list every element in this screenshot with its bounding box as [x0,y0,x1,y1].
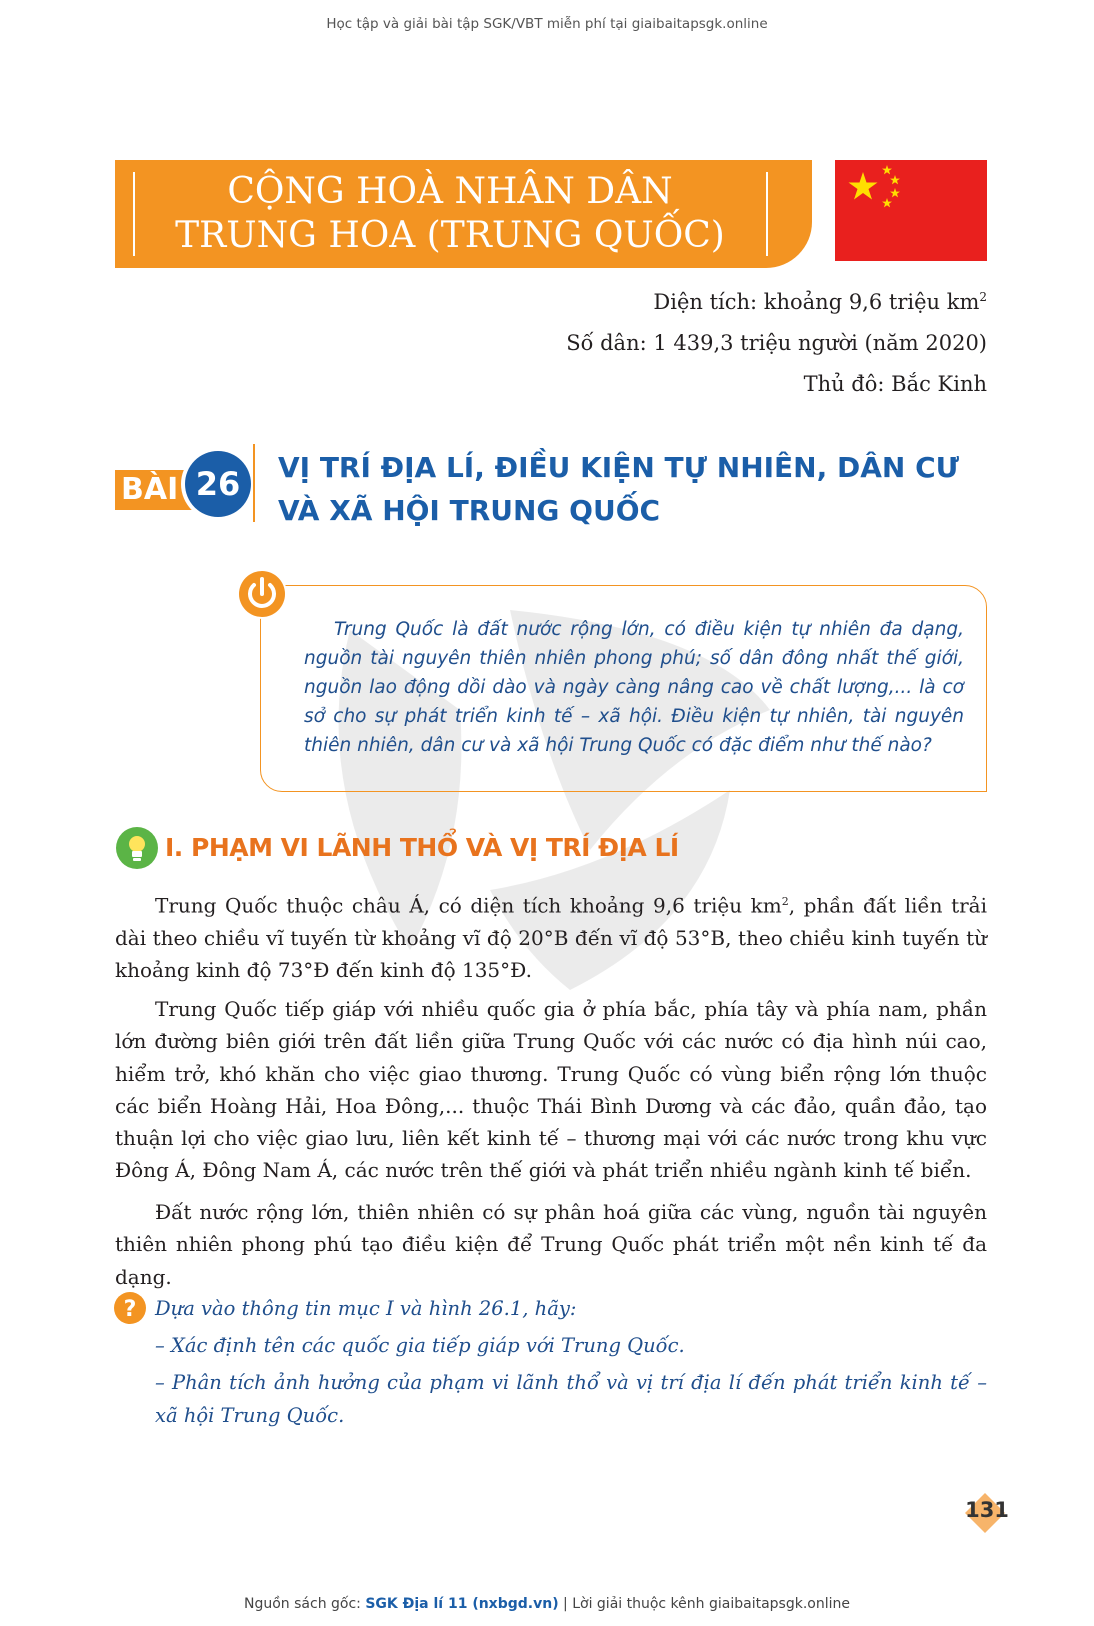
lesson-number-badge [181,447,255,521]
population-info: Số dân: 1 439,3 triệu người (năm 2020) [566,331,987,355]
area-info: Diện tích: khoảng 9,6 triệu $km^2$ [653,290,987,314]
flag-stars-icon [835,160,987,261]
page-number: 131 [965,1498,1009,1522]
paragraph-2: Trung Quốc tiếp giáp với nhiều quốc gia ở phía bắc, phía tây và phía nam, phần lớn đường biên giới trên đất liền giữa Trung Quốc với các nước có địa hình núi cao, hiểm trở, khó khăn cho việc giao thương. Trung Quốc có vùng biển rộng lớn thuộc các biển Hoàng Hải, Hoa Đông,... thuộc Thái Bình Dương và các đảo, quần đảo, tạo thuận lợi cho việc giao lưu, liên kết kinh tế – thương mại với các nước trong khu vực Đông Á, Đông Nam Á, các nước trên thế giới và phát triển nhiều ngành kinh tế biển. [115,997,987,1183]
banner-right-bar [766,172,768,256]
paragraph-1: Trung Quốc thuộc châu Á, có diện tích khoảng 9,6 triệu $km^2$, phần đất liền trải dài theo chiều vĩ tuyến từ khoảng vĩ độ 20°B đến vĩ độ 53°B, theo chiều kinh tuyến từ khoảng kinh độ 73°Đ đến kinh độ 135°Đ. [115,893,988,983]
footer-note: Nguồn sách gốc: SGK Địa lí 11 (nxbgd.vn) | Lời giải thuộc kênh giaibaitapsgk.online [244,1596,850,1612]
country-banner [115,160,812,268]
paragraph-3: Đất nước rộng lớn, thiên nhiên có sự phân hoá giữa các vùng, nguồn tài nguyên thiên nhiên phong phú tạo điều kiện để Trung Quốc phát triển một nền kinh tế đa dạng. [115,1200,987,1289]
question-icon [113,1291,147,1325]
power-icon [237,569,287,619]
country-title: CỘNG HOÀ NHÂN DÂN TRUNG HOA (TRUNG QUỐC) [175,171,725,256]
capital-info: Thủ đô: Bắc Kinh [803,372,987,396]
lesson-divider [253,444,255,522]
lightbulb-icon [115,826,159,870]
lesson-title: VỊ TRÍ ĐỊA LÍ, ĐIỀU KIỆN TỰ NHIÊN, DÂN CƯ VÀ XÃ HỘI TRUNG QUỐC [278,451,960,527]
lesson-number: 26 [185,451,251,517]
question-line-3: – Phân tích ảnh hưởng của phạm vi lãnh thổ và vị trí địa lí đến phát triển kinh tế – xã hội Trung Quốc. [155,1371,987,1427]
footer-source-link[interactable]: SGK Địa lí 11 (nxbgd.vn) [365,1596,559,1612]
question-line-2: – Xác định tên các quốc gia tiếp giáp với Trung Quốc. [155,1334,685,1357]
question-line-1: Dựa vào thông tin mục I và hình 26.1, hãy: [155,1297,577,1320]
section-title: I. PHẠM VI LÃNH THỔ VÀ VỊ TRÍ ĐỊA LÍ [165,833,679,862]
header-note: Học tập và giải bài tập SGK/VBT miễn phí tại giaibaitapsgk.online [326,16,768,32]
intro-text: Trung Quốc là đất nước rộng lớn, có điều kiện tự nhiên đa dạng, nguồn tài nguyên thiên nhiên phong phú; số dân đông nhất thế giới, nguồn lao động dồi dào và ngày càng nâng cao về chất lượng,... là cơ sở cho sự phát triển kinh tế – xã hội. Điều kiện tự nhiên, tài nguyên thiên nhiên, dân cư và xã hội Trung Quốc có đặc điểm như thế nào? [304,619,964,756]
svg-text:?: ? [123,1297,137,1322]
lesson-word: BÀI [121,472,179,507]
china-flag-image [835,160,987,261]
